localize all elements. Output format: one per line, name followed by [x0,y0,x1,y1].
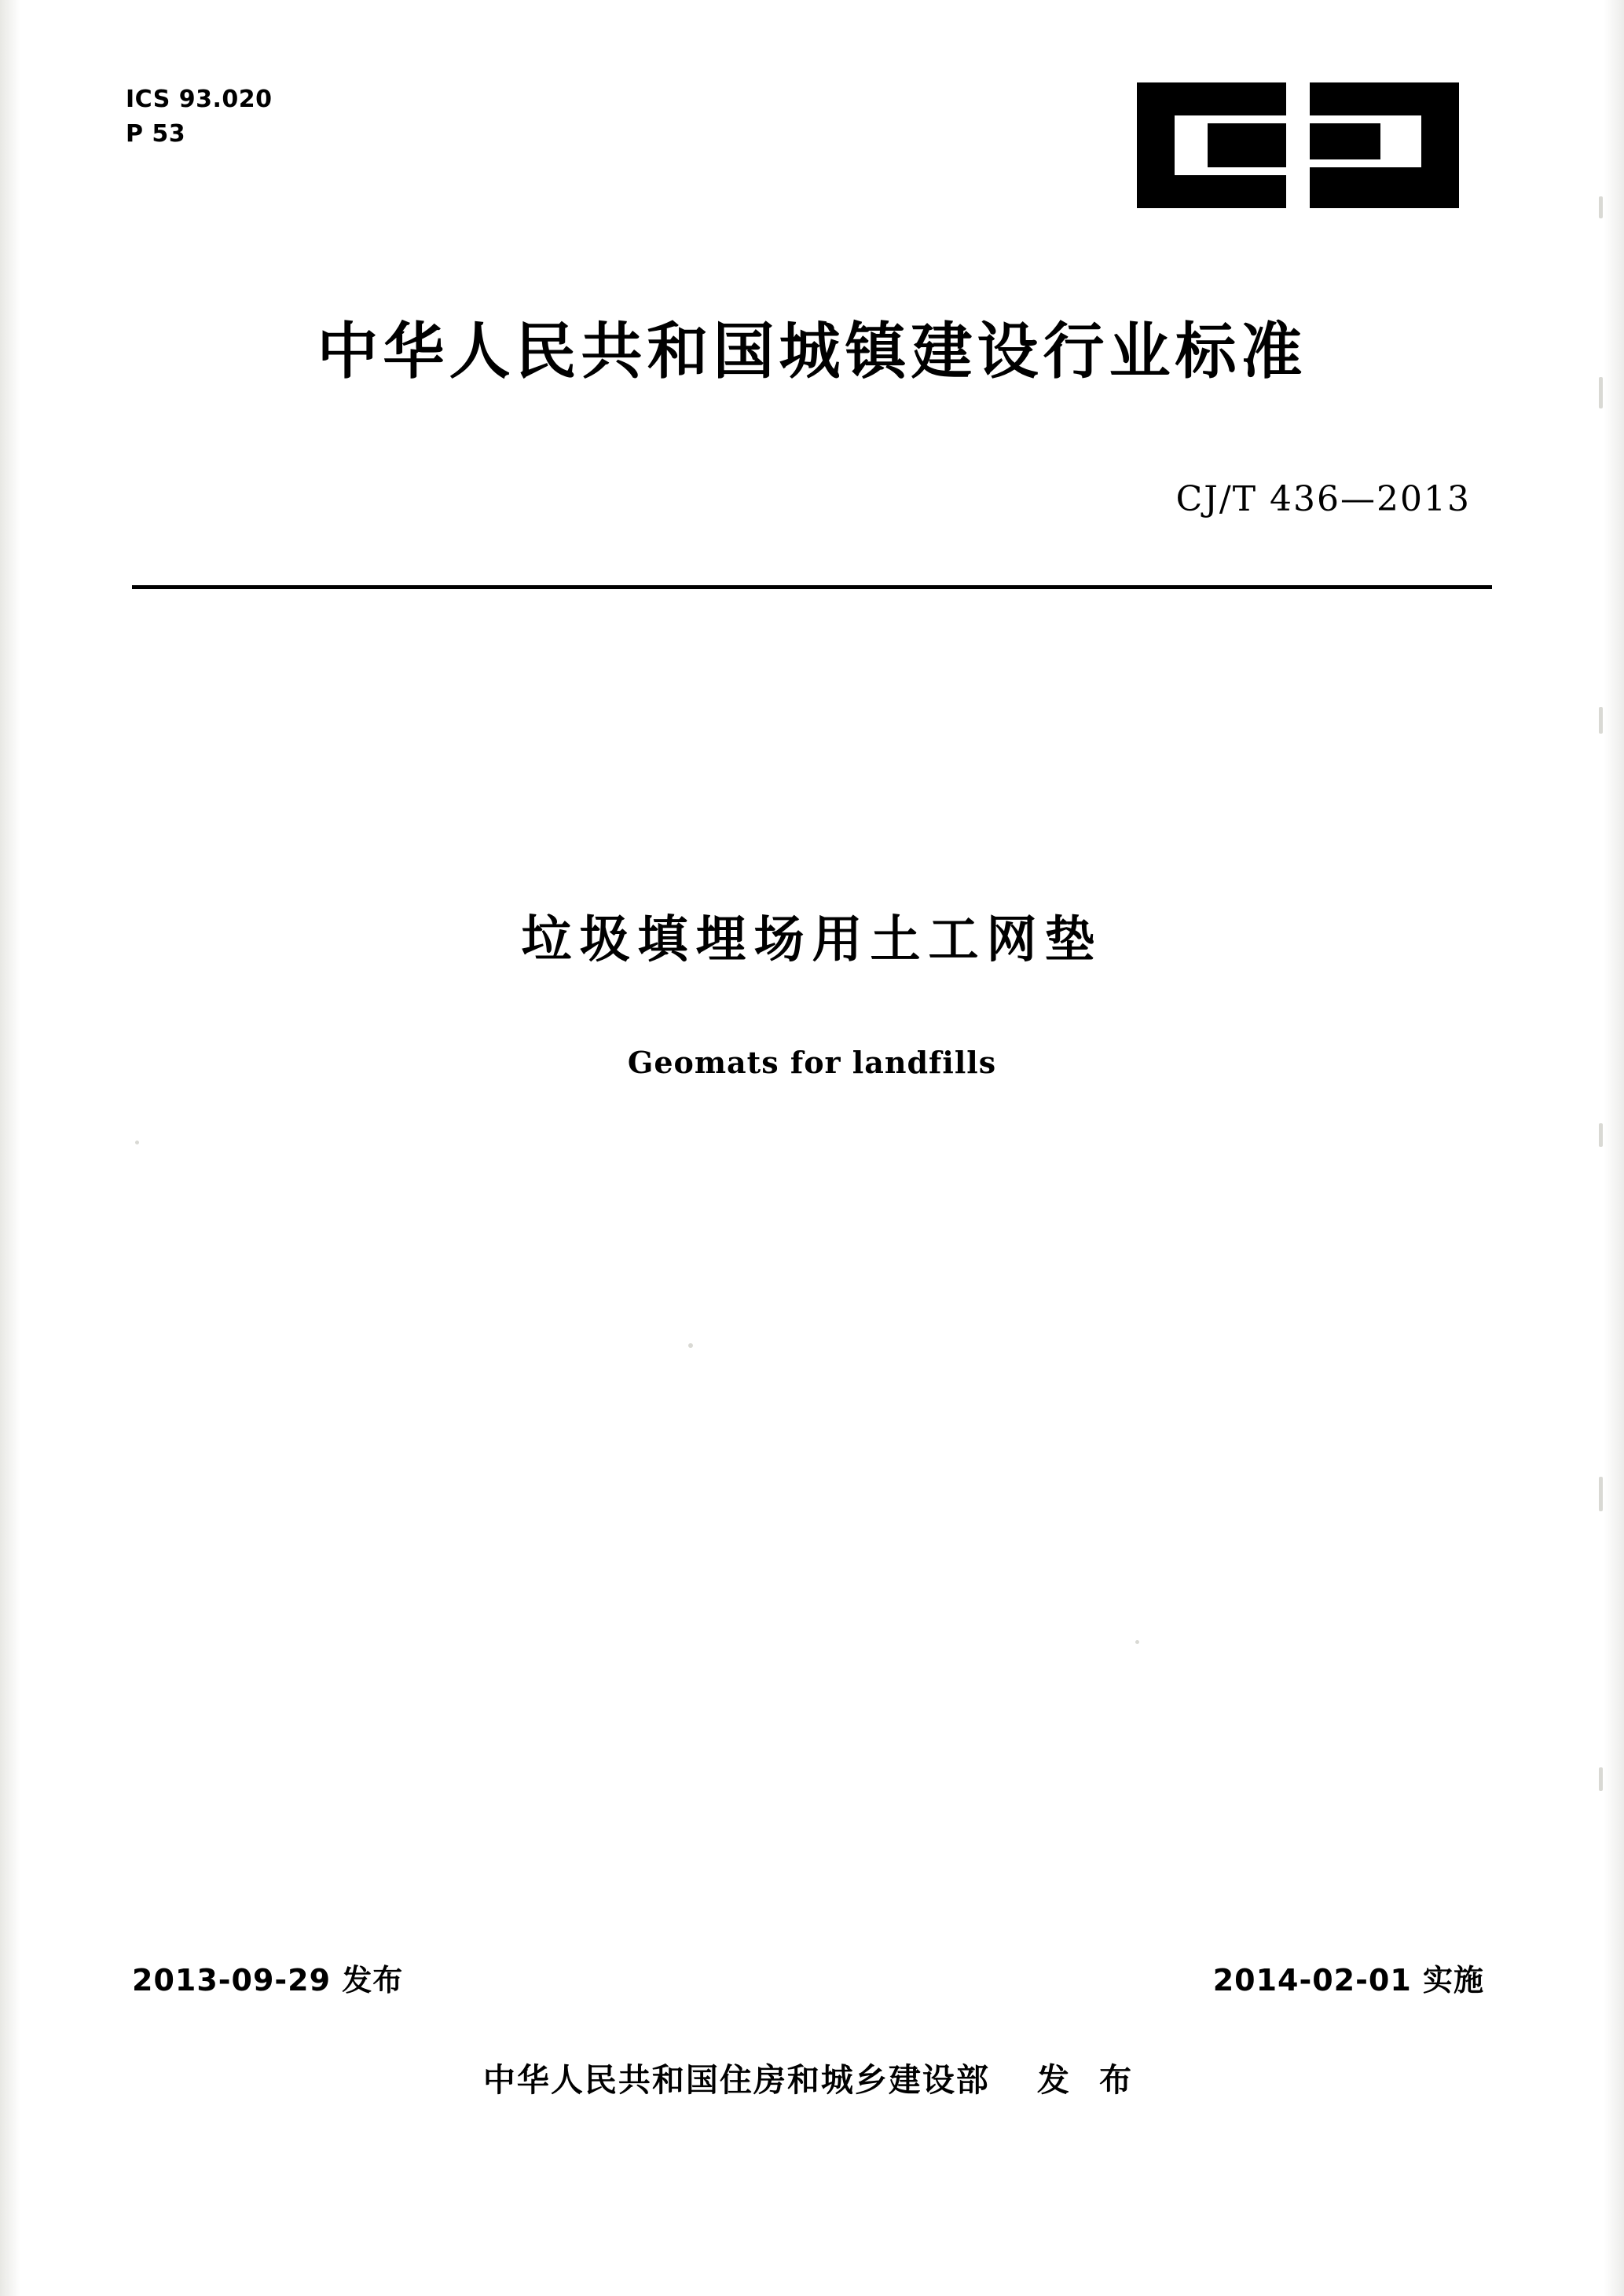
publisher-line [0,2054,1624,2100]
scan-artifact [1599,1123,1603,1147]
scan-artifact [1599,1477,1603,1511]
standard-title-chinese: 垃圾填埋场用土工网垫 [521,911,1103,969]
cj-logo-icon [1129,75,1467,216]
publisher-verb: 发 布 [1036,2061,1142,2099]
publisher-name: 中华人民共和国住房和城乡建设部 [482,2061,990,2099]
standard-number: CJ/T 436—2013 [1175,479,1471,519]
issue-date: 2013-09-29 发布 [132,1963,404,1998]
standard-title-english: Geomats for landfills [627,1045,997,1080]
page-title: 中华人民共和国城镇建设行业标准 [317,317,1307,387]
ics-code: ICS 93.020 [126,86,273,113]
header-divider [132,585,1492,589]
scan-artifact [1599,196,1603,218]
scan-artifact [1135,1640,1139,1644]
scan-artifact [1599,1767,1603,1791]
ics-classification-block [126,82,273,151]
scan-artifact [135,1141,139,1144]
effective-date: 2014-02-01 实施 [1212,1963,1484,1998]
classification-code: P 53 [126,119,186,148]
scan-artifact [1599,707,1603,734]
scan-artifact [688,1343,693,1348]
